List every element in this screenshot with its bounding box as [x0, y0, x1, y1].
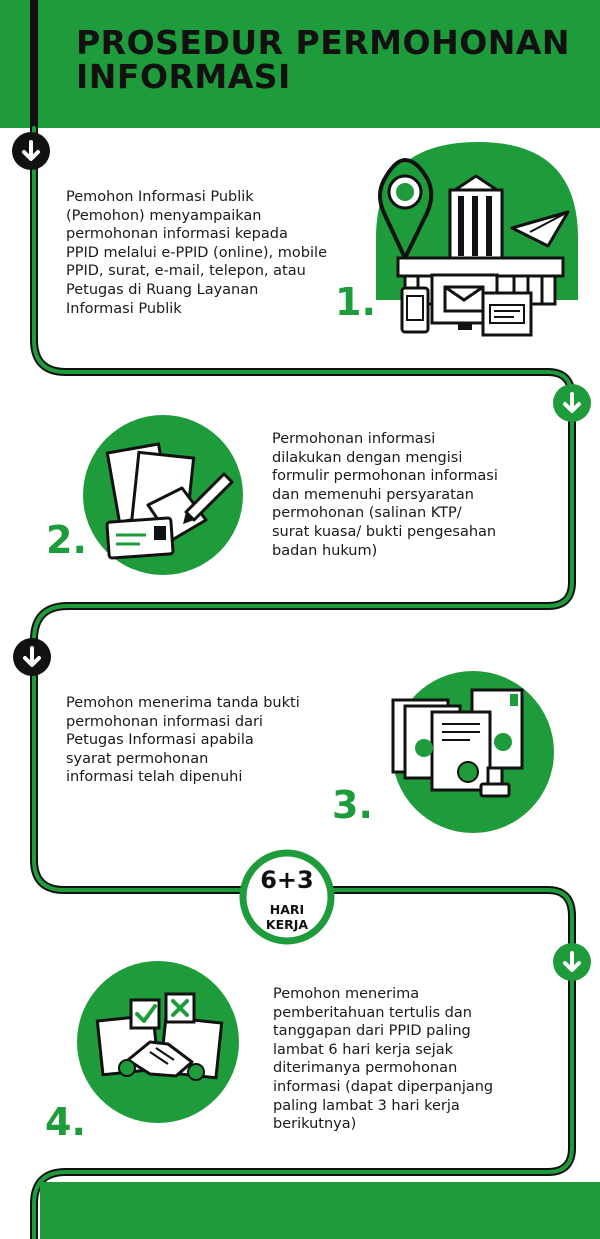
arrow-down-icon — [553, 943, 591, 981]
text-line: Pemohon menerima tanda bukti — [66, 695, 300, 711]
step-number: 2. — [46, 518, 87, 562]
text-line: permohonan informasi kepada — [66, 226, 288, 243]
application-form-icon — [83, 415, 243, 575]
step-description — [273, 985, 493, 1134]
text-line: informasi telah dipenuhi — [66, 769, 243, 786]
badge-label-line: HARI — [269, 902, 305, 917]
text-line: PPID melalui e-PPID (online), mobile — [66, 244, 327, 261]
text-line: surat kuasa/ bukti pengesahan — [272, 523, 497, 540]
text-line: dilakukan dengan mengisi — [272, 449, 463, 466]
text-line: berikutnya) — [273, 1116, 357, 1133]
handshake-approval-icon — [77, 961, 239, 1123]
text-line: PPID, surat, e-mail, telepon, atau — [66, 263, 306, 280]
text-line: syarat permohonan — [66, 750, 209, 767]
text-line: Pemohon Informasi Publik — [66, 189, 254, 205]
step-number: 4. — [45, 1100, 86, 1144]
text-line: pemberitahuan tertulis dan — [273, 1004, 472, 1021]
text-line: permohonan informasi dari — [66, 713, 263, 730]
text-line: informasi (dapat diperpanjang — [273, 1078, 494, 1095]
text-line: Informasi Publik — [66, 300, 182, 317]
text-line: Petugas Informasi apabila — [66, 732, 254, 749]
text-line: formulir permohonan informasi — [272, 468, 498, 485]
step-description — [272, 430, 498, 560]
step-number: 1. — [335, 280, 376, 324]
title-line: PROSEDUR PERMOHONAN — [76, 23, 571, 62]
text-line: tanggapan dari PPID paling — [273, 1023, 471, 1040]
badge-label — [245, 902, 329, 932]
step-number: 3. — [332, 783, 373, 827]
badge-label-line: KERJA — [265, 917, 309, 932]
text-line: paling lambat 3 hari kerja — [273, 1097, 460, 1114]
arrow-down-icon — [553, 384, 591, 422]
text-line: permohonan (salinan KTP/ — [272, 505, 462, 522]
badge-value: 6+3 — [260, 866, 314, 894]
arrow-down-icon — [13, 638, 51, 676]
government-building-icon — [376, 142, 578, 335]
text-line: diterimanya permohonan — [273, 1060, 458, 1077]
text-line: Pemohon menerima — [273, 986, 420, 1002]
text-line: lambat 6 hari kerja sejak — [273, 1041, 454, 1058]
text-line: badan hukum) — [272, 542, 378, 559]
page-title — [76, 23, 571, 96]
header-edge-line — [30, 0, 38, 128]
text-line: (Pemohon) menyampaikan — [66, 207, 262, 224]
step-description — [66, 188, 327, 318]
arrow-down-icon — [12, 132, 50, 170]
stamped-documents-icon — [392, 671, 554, 833]
title-line: INFORMASI — [76, 57, 291, 96]
text-line: Permohonan informasi — [272, 431, 436, 447]
step-description — [66, 694, 300, 787]
footer-band — [40, 1182, 600, 1239]
text-line: dan memenuhi persyaratan — [272, 486, 474, 503]
text-line: Petugas di Ruang Layanan — [66, 281, 259, 298]
